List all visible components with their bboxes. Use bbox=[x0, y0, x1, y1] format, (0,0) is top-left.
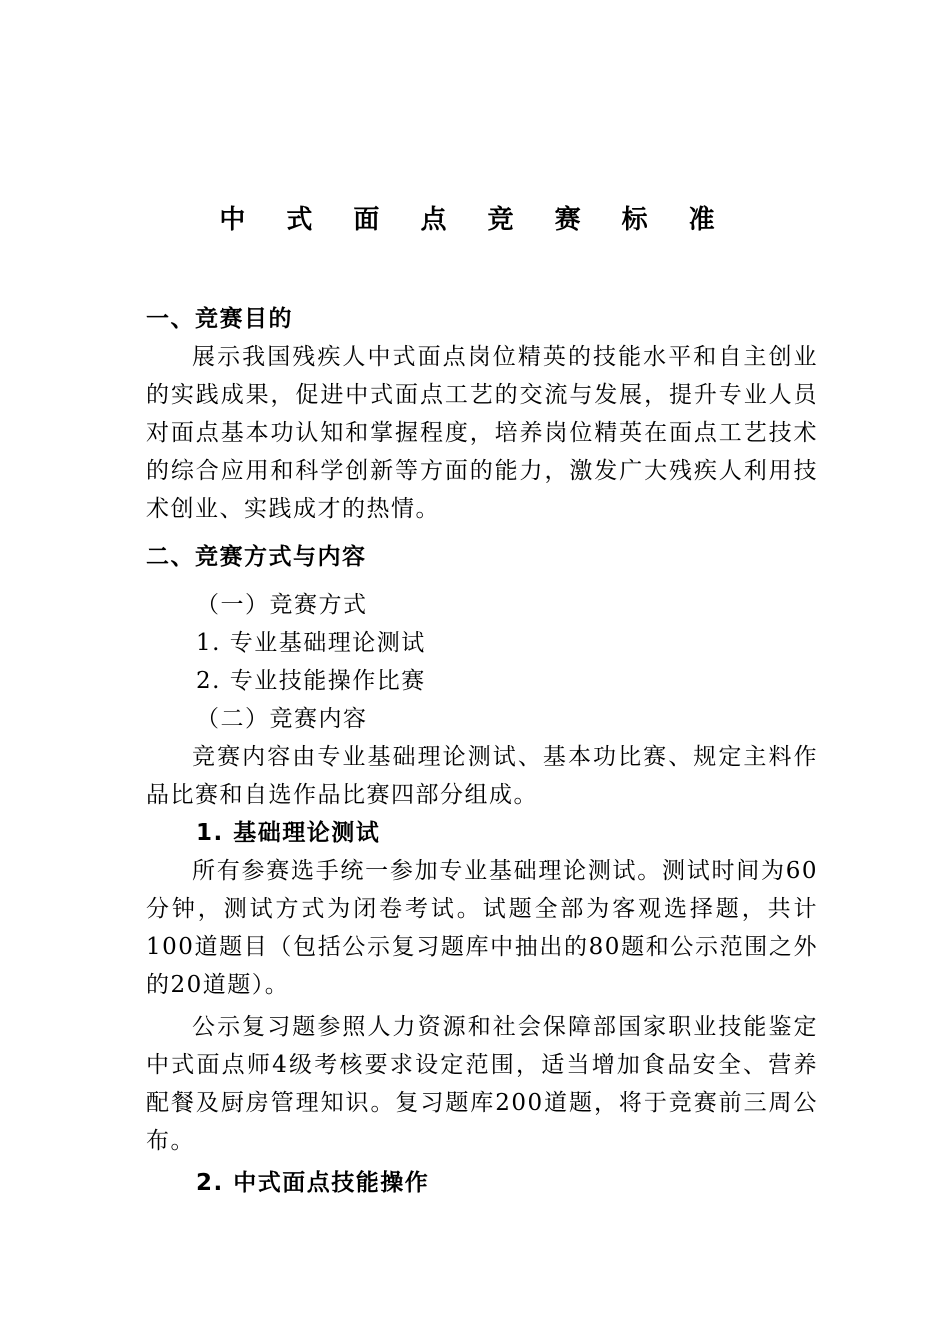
section-heading-purpose: 一、竞赛目的 bbox=[146, 306, 293, 332]
heading-skills-operation: 2. 中式面点技能操作 bbox=[196, 1170, 430, 1196]
document-title: 中 式 面 点 竞 赛 标 准 bbox=[219, 205, 731, 235]
subheading-format: （一）竞赛方式 bbox=[196, 592, 368, 618]
review-bank-paragraph: 公示复习题参照人力资源和社会保障部国家职业技能鉴定中式面点师4级考核要求设定范围，适当增加食品安全、营养配餐及厨房管理知识。复习题库200道题，将于竞赛前三周公布。 bbox=[146, 1014, 818, 1154]
document-body bbox=[146, 300, 818, 1202]
content-paragraph: 竞赛内容由专业基础理论测试、基本功比赛、规定主料作品比赛和自选作品比赛四部分组成。 bbox=[146, 744, 818, 808]
section-heading-format: 二、竞赛方式与内容 bbox=[146, 544, 367, 570]
purpose-paragraph: 展示我国残疾人中式面点岗位精英的技能水平和自主创业的实践成果，促进中式面点工艺的交流与发展，提升专业人员对面点基本功认知和掌握程度，培养岗位精英在面点工艺技术的综合应用和科学创新等方面的能力，激发广大残疾人利用技术创业、实践成才的热情。 bbox=[146, 344, 818, 522]
format-item-skills: 2. 专业技能操作比赛 bbox=[196, 668, 426, 694]
format-item-theory: 1. 专业基础理论测试 bbox=[196, 630, 426, 656]
heading-theory-test: 1. 基础理论测试 bbox=[196, 820, 381, 846]
theory-test-paragraph: 所有参赛选手统一参加专业基础理论测试。测试时间为60分钟，测试方式为闭卷考试。试题全部为客观选择题，共计100道题目（包括公示复习题库中抽出的80题和公示范围之外的20道题）。 bbox=[146, 858, 818, 998]
subheading-content: （二）竞赛内容 bbox=[196, 706, 368, 732]
